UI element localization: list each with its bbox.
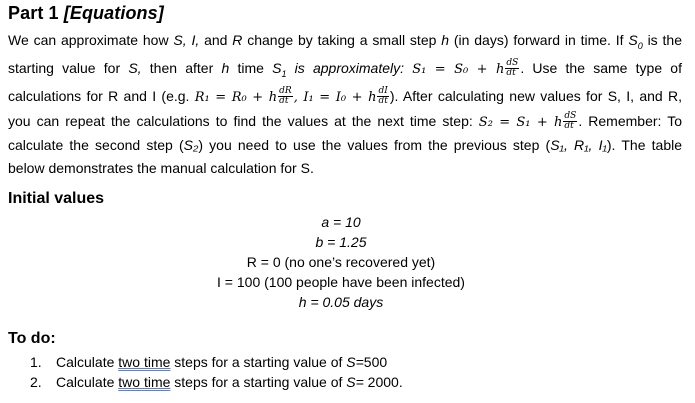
paragraph-line-3: calculations for R and I (e.g. R₁ = R₀ + h $\frac{dR}{dt}$ , I₁ = I₀ + h $\frac{dI}{dt}$ ). After calculating new values for S, I, and R, xyxy=(8,86,683,107)
section-heading xyxy=(8,3,164,24)
fraction-ds-dt: $\frac{dS}{dt}$ xyxy=(506,58,519,78)
fraction-di-dt: $\frac{dI}{dt}$ xyxy=(378,86,388,107)
paragraph-line-1: We can approximate how S, I, and R change by taking a small step h (in days) forward in time. If $S_0$ is the xyxy=(8,32,682,51)
value-h: h = 0.05 days xyxy=(298,294,384,310)
equation-s2: S₂ = S₁ + h xyxy=(478,114,563,130)
fraction-dr-dt: $\frac{dR}{dt}$ xyxy=(279,86,292,107)
equation-s1: S₁ = S₀ + h xyxy=(412,62,505,78)
heading-bracket: [Equations] xyxy=(63,3,164,23)
paragraph-line-6: below demonstrates the manual calculation for S. xyxy=(8,159,314,176)
fraction-ds-dt-2: $\frac{dS}{dt}$ xyxy=(564,110,577,131)
paragraph-line-2: starting value for S, then after h time $S_1$ is approximately: S₁ = S₀ + h $\frac{dS}{dt}$ . Use the same type of xyxy=(8,58,682,79)
todo-list xyxy=(30,352,403,392)
todo-item-2: 2. Calculate two time steps for a starting value of S= 2000. xyxy=(30,374,403,390)
value-b: b = 1.25 xyxy=(315,234,367,250)
initial-values-heading: Initial values xyxy=(8,190,105,207)
equation-i1: , I₁ = I₀ + h xyxy=(293,90,377,106)
value-i: I = 100 (100 people have been infected) xyxy=(217,274,465,290)
intro-paragraph xyxy=(8,29,682,179)
todo-heading: To do: xyxy=(8,330,56,347)
value-r: R = 0 (no one’s recovered yet) xyxy=(246,254,436,270)
paragraph-line-4: you can repeat the calculations to find the values at the next time step: S₂ = S₁ + h $\frac{dS}{dt}$ . Remember: To xyxy=(8,110,682,131)
initial-values-block xyxy=(0,212,682,312)
equation-r1: R₁ = R₀ + h xyxy=(194,90,278,106)
spellcheck-underline: two time xyxy=(118,354,171,370)
paragraph-line-5: calculate the second step (S₂) you need to use the values from the previous step (S₁, R₁, I₁). The table xyxy=(8,137,682,154)
todo-item-1: 1. Calculate two time steps for a starting value of S=500 xyxy=(30,354,388,370)
heading-part: Part 1 xyxy=(8,3,59,23)
value-a: a = 10 xyxy=(321,214,361,230)
spellcheck-underline: two time xyxy=(118,374,171,390)
